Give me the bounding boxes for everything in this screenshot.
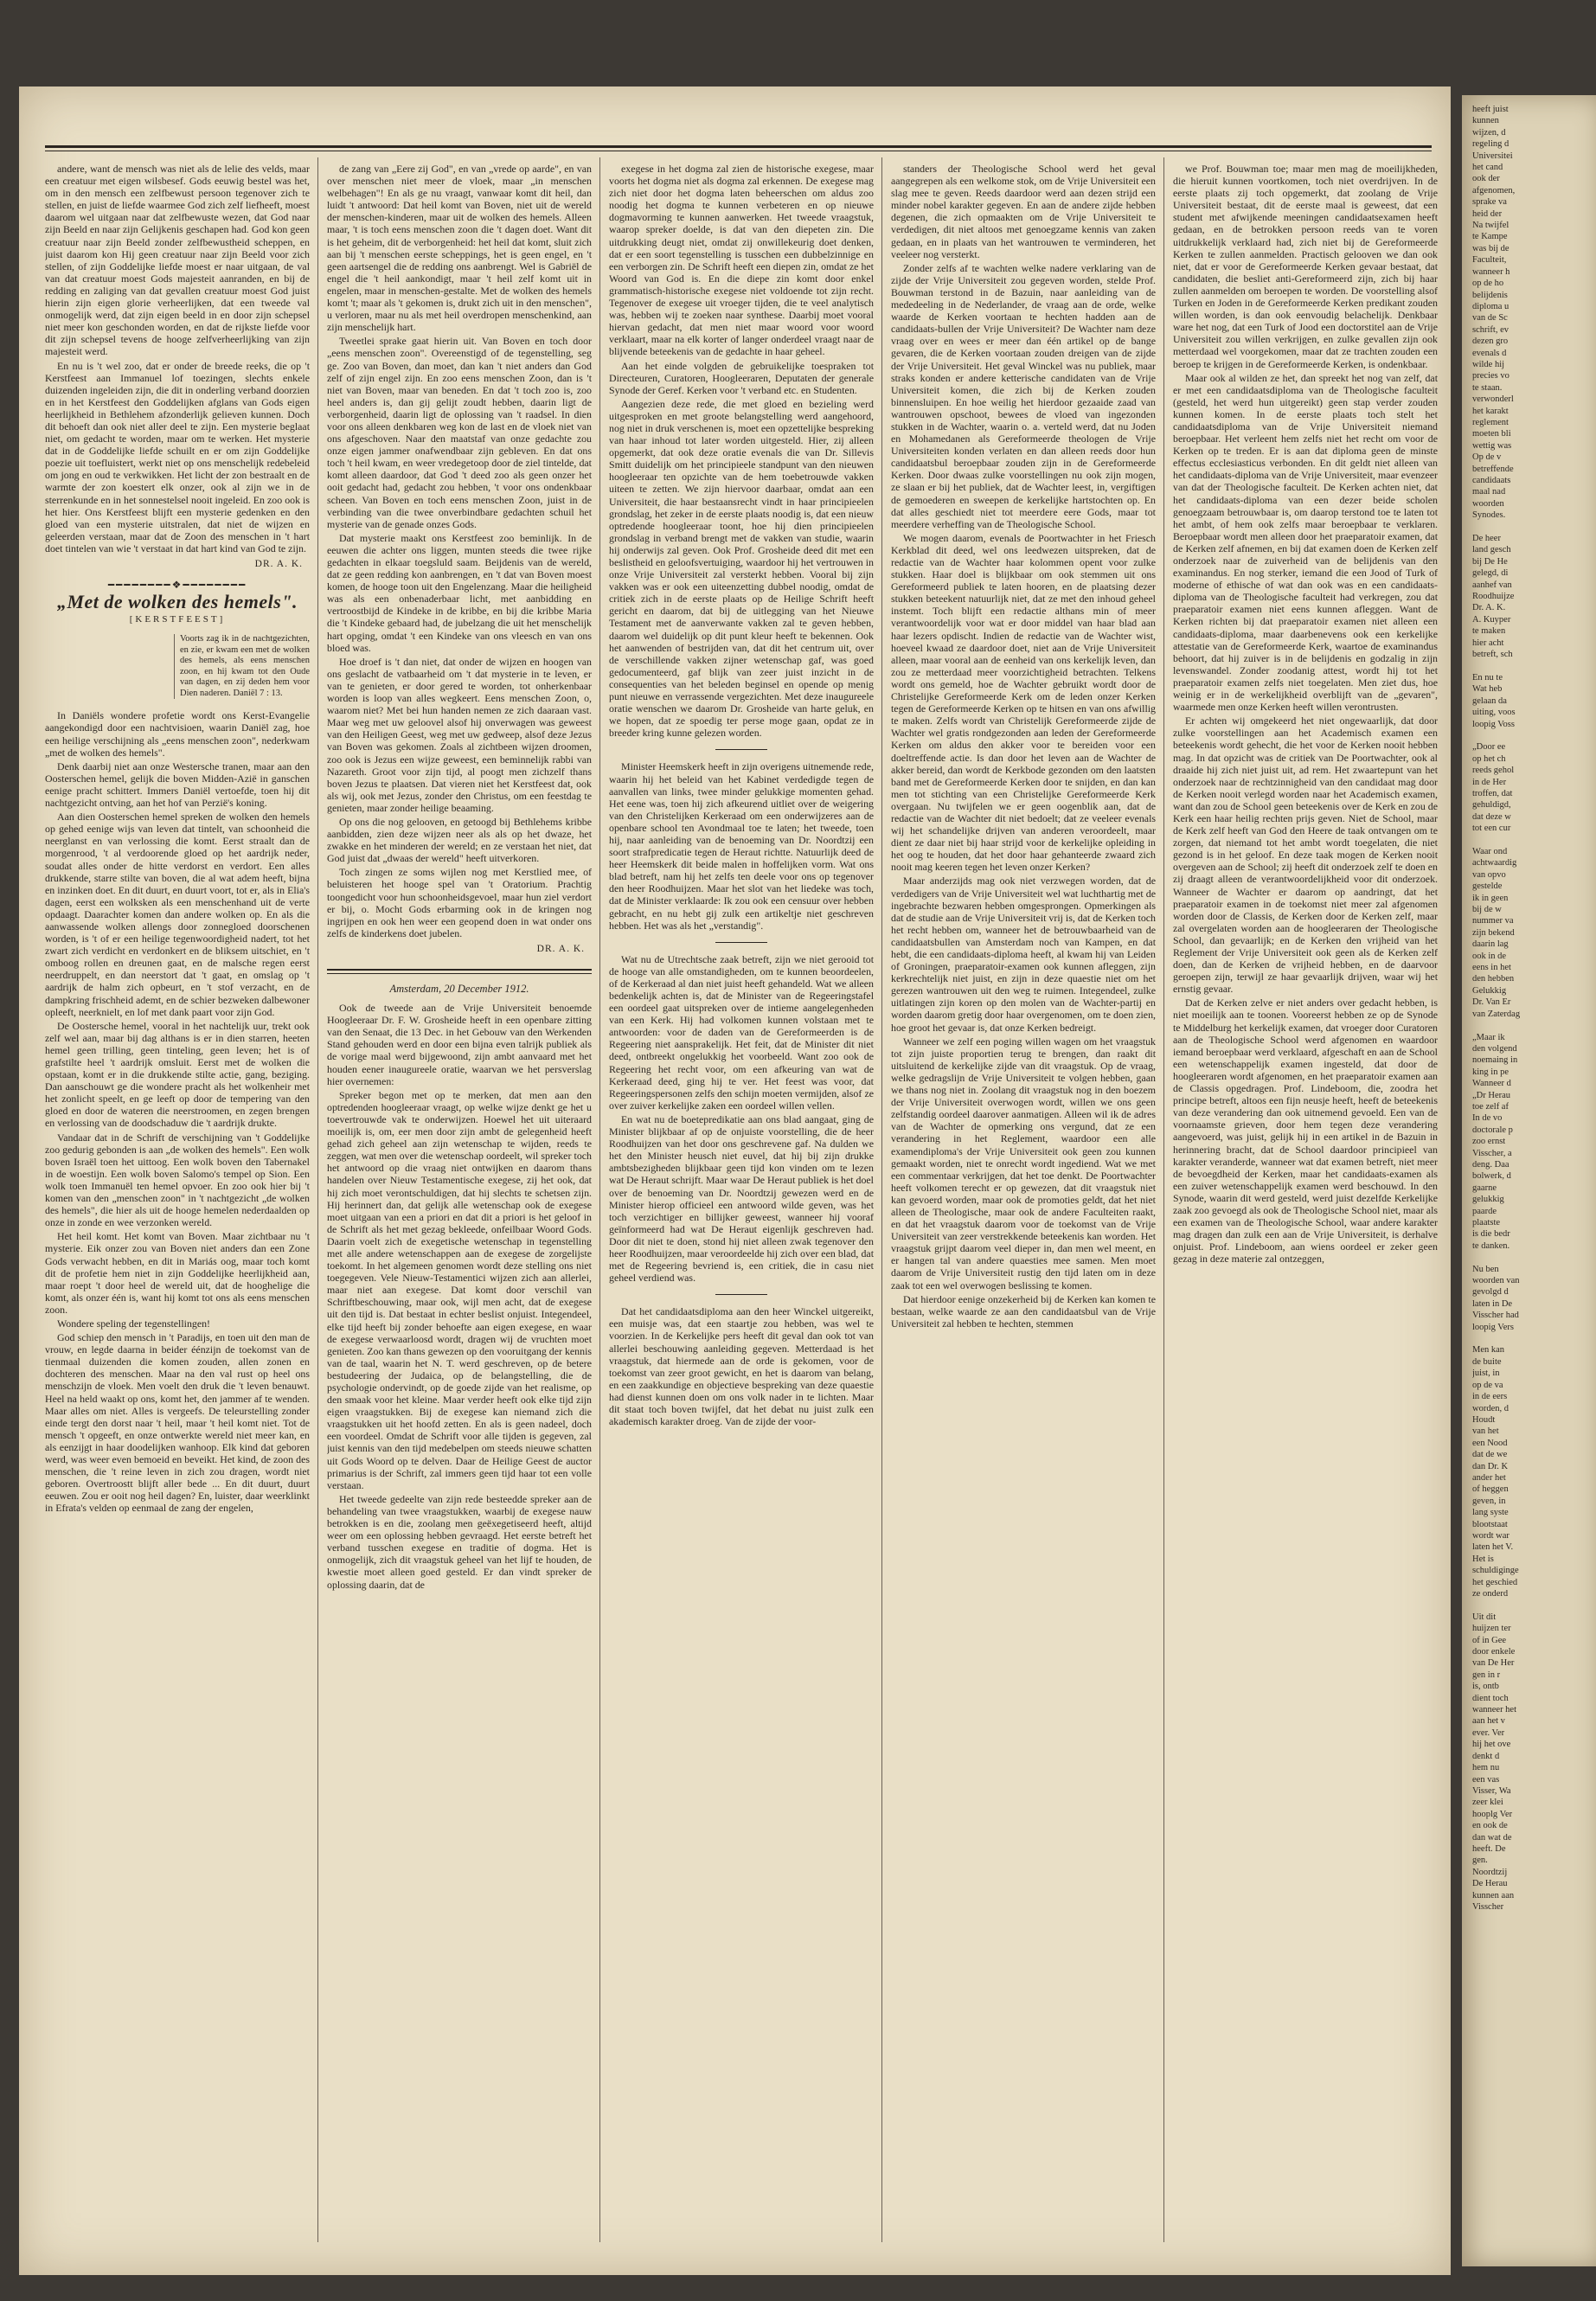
edge-text-line: wijzen, d xyxy=(1472,127,1506,138)
edge-text-line: de buite xyxy=(1472,1356,1502,1367)
edge-text-line: Uit dit xyxy=(1472,1612,1497,1622)
edge-text-line: woorden xyxy=(1472,498,1504,509)
paragraph-separator xyxy=(715,749,767,750)
edge-text-line: zijn bekend xyxy=(1472,927,1515,938)
paragraph: Op ons die nog gelooven, en getoogd bij Bethlehems kribbe aanbidden, zien deze wijzen neer als als op het dwaze, het zwakke en het minderen der wereld; en ze verstaan het niet, dat God juist dat „dwaas der wereld" heeft uitverkoren. xyxy=(327,815,592,865)
edge-text-line: een vas xyxy=(1472,1774,1500,1785)
column-divider xyxy=(317,157,318,2242)
edge-text-line: Gelukkig xyxy=(1472,985,1507,996)
paragraph: Dat hierdoor eenige onzekerheid bij de Kerken kan komen te bestaan, welke waarde ze aan den candidaatsbul van de Vrije Universiteit zal hebben te hechten, stemmen xyxy=(891,1292,1156,1330)
column-3 xyxy=(609,163,874,2239)
edge-text-line: reeds gehol xyxy=(1472,766,1515,776)
edge-text-line xyxy=(1472,1333,1589,1344)
edge-text-line: het karakt xyxy=(1472,406,1509,416)
edge-text-line: paarde xyxy=(1472,1206,1497,1216)
paragraph: Zonder zelfs af te wachten welke nadere verklaring van de zijde der Vrije Universiteit zou gegeven worden, stelde Prof. Bouwman terstond in de Bazuin, naar aanleiding van de mededeeling in de Nederlander, de vraag aan de orde, welke waarde de Kerken voortaan te hechten hadden aan de candidaats-bullen der Vrije Universiteit? De Wachter nam deze vraag over en wees er meer dan één artikel op de bange gevaren, die de Kerken voortaan zouden dreigen van de zijde der Vrije Universiteit. Het geval Winckel was nu publiek, maar straks konden er andere ketterische candidaten van de Vrije Universiteit komen, die zich bij de Kerken zouden binnensluipen. En hoe weilig het hierdoor gezaaide zaad van wantrouwen opschoot, bewees de vloed van ingezonden stukken in de Wachter, waarin o. a. verteld werd, dat nu Joden en Mohamedanen als Gereformeerde theologen de Vrije Universiteiten konden verlaten en dan alleen reeds door hun candidaatsbul beroepbaar zouden zijn in de Gereformeerde Kerken. Door dwaas zulke voorstellingen nu ook zijn mogen, ze slaan er bij het publiek, dat de Wachter leest, in, vergiftigen de gemoederen en sweepen de kerkelijke hartstochten op. En dat alles geschiedt niet tot meerdere eere Gods, maar tot meerdere verheffing van de Theologische School. xyxy=(891,261,1156,530)
paragraph: We mogen daarom, evenals de Poortwachter in het Friesch Kerkblad dit deed, wel ons leedwezen uitspreken, dat de redactie van de Wachter haar kolommen opent voor zulke stukken. Haar doel is blijkbaar om ook stemmen uit ons Gereformeerd publiek te laten hooren, en de plaatsing dezer stukken beteekent natuurlijk niet, dat ze met den inhoud geheel instemt. Toch blijft een redactie althans min of meer verantwoordelijk voor wat er door middel van haar blad aan haar lezers opdischt. Indien de redactie van de Wachter wist, hoeveel kwaad ze daardoor doet, niet aan de Vrije Universiteit alleen, maar vooral aan de eenheid van ons kerkelijk leven, dan zou ze metterdaad meer voorzichtigheid betrachten. Telkens wordt ons gemeld, hoe de Wachter gebruikt wordt door de Christelijke Gereformeerde Kerk om de leden onzer Kerken tegen de Gereformeerde Kerken op te hitsen en van ons afwillig te maken. Zelfs wordt van Christelijk Gereformeerde zijde de Wachter wel gratis rondgezonden aan leden der Gereformeerde Kerken om aldus den akker voor te bereiden voor een doeltreffende actie. Is dan door het leven aan de Wachter de akker bereid, dan wordt de Kerkbode gezonden om den laatsten band met de Gereformeerde Kerken door te snijden, en dan kan men tot stichting van een Christelijke Gereformeerde Kerk overgaan. Nu twijfelen we er geen oogenblik aan, dat de redactie van de Wachter dit niet bedoelt; dat ze veeleer evenals wij het schandelijke drijven van anderen veroordeelt, maar dient ze daar niet bij haar strijd voor de kerkelijke opleiding in het oog te houden, dat het door haar gehanteerde zwaard zich nooit mag keeren tegen het leven onzer Kerken? xyxy=(891,531,1156,874)
edge-text-line: denkt d xyxy=(1472,1751,1500,1761)
edge-text-line: aan het v xyxy=(1472,1716,1505,1727)
header-rule xyxy=(45,145,1432,148)
edge-text-line: in de eers xyxy=(1472,1392,1508,1402)
edge-text-line xyxy=(1472,661,1589,672)
paragraph: En wat nu de boetepredikatie aan ons blad aangaat, ging de Minister blijkbaar af op de onjuiste voorstelling, die de heer Roodhuijzen van het door ons geschrevene gaf. Na dulden we het den Minister heusch niet euvel, dat hij bij zijn drukke ambtsbezigheden blijkbaar geen tijd kon vinden om te lezen wat De Heraut schrijft. Maar waar De Heraut publiek is het doel over de benoeming van Dr. Noordtzij gewezen werd en de Minister hierop officieel een antwoord wilde geven, was het toch verzichtiger en billijker geweest, wanneer hij vooraf geïnformeerd had wat De Heraut eigenlijk geschreven had. Door dit niet te doen, stond hij niet alleen zwak tegenover den heer Roodhuijzen, maar veroordeelde hij zich over een blad, dat met de Regeering bevriend is, een critiek, die in casu niet geheel verdiend was. xyxy=(609,1112,874,1285)
edge-text-line: van De Her xyxy=(1472,1658,1515,1669)
edge-text-line: gen in r xyxy=(1472,1670,1501,1680)
edge-text-line: diploma u xyxy=(1472,301,1509,311)
edge-text-line: kunnen xyxy=(1472,116,1499,126)
paragraph: Toch zingen ze soms wijlen nog met Kerstlied mee, of beluisteren het hooge spel van 't Oratorium. Prachtig toongedicht voor hun schoonheidsgevoel, maar hun ziel verdort er bij, o. Mocht Gods erbarming ook in de kringen nog ingrijpen en ook hen weer een geopend doen in wat onder ons zelfs de kinderkens doet jubelen. xyxy=(327,866,592,939)
edge-text-line: worden, d xyxy=(1472,1403,1509,1413)
paragraph: Aan dien Oosterschen hemel spreken de wolken den hemels op gehed eenige wijs van leven dat tintelt, van schoonheid die neerglanst en van verlossing die komt. Eerst straalt dan de morgenrood, 't al verdoorende gloed op het aardrijk neder, soudat alles onder de hitte verdorst en verdort. Een alles drukkende, starre stilte van boven, die al wat adem heeft, bijna en inzinken doet. En dit duurt, en duurt voort, tot er, als in Elia's dagen, eerst een wolksken als een menschenhand uit de verte opdaagt. Daarachter komen dan andere wolken op. En als die aanwassende wolken allengs door zonnegloed doorschenen worden, is 't of er een heilige tegenwoordigheid nadert, tot het zwart zich verdicht en verdonkert en de bliksem uitschiet, en 't omboog rollen en dreunen gaat, en de malsche regen eerst neerdruppelt, en dan neerstort dat 't gaat, en omslag op 't aardrijk de halm zich opbeurt, en 't stof verzacht, en de dampkring frischheid ademt, en de schier bezweken dalbewoner opleeft, neerknielt, en lof met dank paart voor zijn God. xyxy=(45,811,310,1018)
edge-text-line: A. Kuyper xyxy=(1472,614,1511,625)
edge-text-line: eens in het xyxy=(1472,963,1511,973)
edge-text-line: wanneer het xyxy=(1472,1705,1517,1715)
edge-text-line: Wat heb xyxy=(1472,684,1503,695)
edge-text-line: land gesch xyxy=(1472,545,1511,555)
edge-text-line: den hebben xyxy=(1472,974,1515,984)
paragraph: Dat het candidaatsdiploma aan den heer Winckel uitgereikt, een muisje was, dat een staartje zou hebben, was wel te voorzien. In de Kerkelijke pers heeft dit geval dan ook tot van allerlei beschouwing aanleiding gegeven. Metterdaad is het vraagstuk, dat hiermede aan de orde is gekomen, voor de toekomst van zeer groot gewicht, en het is daarom van belang, en een zaakkundige en objectieve bespreking van deze quaestie had dienst kunnen doen om ons volk nader in te lichten. Maar dit staat toch boven twijfel, dat het debat nu juist zulk een akademisch karakter droeg. Van de zijde der voor- xyxy=(609,1305,874,1428)
column-5-body xyxy=(1173,163,1438,1265)
column-2 xyxy=(327,163,592,2239)
paragraph: God schiep den mensch in 't Paradijs, en toen uit den man de vrouw, en legde daarna in beider éénzijn de toekomst van de tienmaal duizenden die komen zouden, allen zonen en dochteren des menschen. Maar na den val rust op heel ons menschzijn de vloek. Men voelt den druk die 't leven benauwt. Heel na held waakt op ons, komt het, den jammer af te wenden. Maar alles om niet. Alles is vergeefs. De teleurstelling zonder einde tergt den dorst naar 't heil, maar 't heil komt niet. Tot de mensch 't opgeeft, en onze ontwerkte wereld niet meer kan, en als eenzijgt in haar doodelijken wanhoop. Elk kind dat geboren werd, was weer even bemoeid en beveikt. Het kind, de zoon des menschen, die 't reine leven in zich zou dragen, wordt niet geboren. Overtroostt blijft aller bede ... En dit duurt, duurt eeuwen. Zou er ooit nog heil dagen? En, luister, daar weerklinkt in Efrata's velden op eenmaal de zang der engelen, xyxy=(45,1331,310,1515)
edge-text-line: ook in de xyxy=(1472,951,1507,961)
edge-text-line: „Door ee xyxy=(1472,742,1506,753)
edge-text-line: nummer va xyxy=(1472,916,1514,926)
column-divider xyxy=(599,157,600,2242)
edge-text-line: gaarne xyxy=(1472,1183,1497,1193)
paragraph: Aan het einde volgden de gebruikelijke toespraken tot Directeuren, Curatoren, Hoogleeraren, Deputaten der generale Synode der Geref. Kerken voor 't verband etc. en Studenten. xyxy=(609,359,874,396)
edge-text-line: zeer klei xyxy=(1472,1798,1503,1808)
edge-text-line: Houdt xyxy=(1472,1414,1496,1425)
edge-text-line: Wanneer d xyxy=(1472,1079,1511,1089)
edge-text-line: loopig Voss xyxy=(1472,719,1515,729)
edge-text-line: het cand xyxy=(1472,163,1503,173)
edge-text-line: zoo ernst xyxy=(1472,1137,1506,1147)
edge-text-line: van opvo xyxy=(1472,869,1506,880)
edge-text-line: Dr. A. K. xyxy=(1472,603,1506,613)
edge-text-line: gen. xyxy=(1472,1856,1488,1866)
edge-text-line: Men kan xyxy=(1472,1345,1505,1356)
paragraph-separator xyxy=(715,1294,767,1295)
edge-text-line: heeft juist xyxy=(1472,105,1509,114)
edge-text-line: te danken. xyxy=(1472,1240,1510,1251)
edge-text-line: wordt war xyxy=(1472,1530,1509,1541)
edge-text-line: Universitei xyxy=(1472,151,1513,161)
edge-text-line: ze onderd xyxy=(1472,1589,1509,1599)
column-2-body xyxy=(327,163,592,939)
edge-text-line: bolwerk, d xyxy=(1472,1171,1511,1182)
edge-text-line: gehuldigd, xyxy=(1472,800,1511,811)
edge-text-line: betreft, sch xyxy=(1472,650,1513,660)
edge-text-line: verwonderl xyxy=(1472,394,1514,405)
edge-text-line: een Nood xyxy=(1472,1438,1508,1448)
edge-text-line: ik in geen xyxy=(1472,893,1509,903)
paragraph: Denk daarbij niet aan onze Westersche tranen, maar aan den Oosterschen hemel, gelijk die boven Midden-Azië in ganschen eenige pracht schittert. Immers Daniël vertoefde, toen hij dit nachtgezicht ontving, aan het hof van Perzië's koning. xyxy=(45,760,310,810)
paragraph: Aangezien deze rede, die met gloed en bezieling werd uitgesproken en met groote belangstelling werd aangehoord, nog niet in druk verschenen is, moet een opzettelijke bespreking van haar inhoud tot later worden uitgesteld. Hier, zij alleen opgemerkt, dat ook deze oratie evenals die van Dr. Sillevis Smitt duidelijk om het principieele standpunt van den nieuwen hoogleeraar ten opzichte van de hem toebetrouwde vakken uiteen te zetten. We zijn hiervoor daarbaar, omdat aan een Universiteit, die haar bestaansrecht vindt in haar principieelen grondslag, het zeker in de eerste plaats noodig is, dat een nieuw optredende hoogleeraar toont, hoe hij dien principieelen grondslag in verband brengt met de vakken van studie, waarin hij onderwijs zal geven. Ook Prof. Grosheide deed dit met een beslistheid en geloofsvertuiging, waardoor hij het vertrouwen in onze Vrije Universiteit zal versterkt hebben. Vooral bij zijn vakken was er ook een uiteenzetting dubbel noodig, omdat de critiek zich in de eerste plaats op de Heilige Schrift heeft gericht en daarom, dat bij de uitlegging van het Nieuwe Testament met de aanverwante vakken zal te geven hebben, daarom wel duidelijk op dit punt kleur heeft te bekennen. Ook het aanwenden of bestrijden van, dat dit het centrum uit, over de verschillende vakken zijner wetenschap gaf, was goed gedocumenteerd, gaf blijk van zeer juist inzicht in de consequenties van het beleden beginsel en opende op menig punt nieuwe en verrassende vergezichten. Met deze inaugureele oratie wenschen we daarom Dr. Grosheide van harte geluk, en we hopen, dat ze spoedig ter perse moge gaan, opdat ze in breeder kring kunne gelezen worden. xyxy=(609,397,874,740)
column-1 xyxy=(45,163,310,2239)
paragraph: Wanneer we zelf een poging willen wagen om het vraagstuk tot zijn juiste proportien terug te brengen, dan raakt dit uitsluitend de kerkelijke zijde van dit vraagstuk. Op de vraag, welke gedragslijn de Vrije Universiteit te volgen hebben, gaan we thans nog niet in. Zoolang dit vraagstuk nog in den boezem der Vrije Universiteit overwogen wordt, willen we ons geen zelfstandig oordeel daarover aanmatigen. Alleen wil ik de adres van de Wachter de opmerking ons vergund, dat ze een verandering in het Reglement, waardoor een alle examendiploma's der Vrije Universiteit ook geen zou kunnen gemaakt worden, niet te onrecht wordt ingediend. Wat we met een commentaar verkrijgen, dat het toe denkt. De Poortwachter heeft volkomen terecht er op gewezen, dat dit vraagstuk niet kan gevoerd worden, maar ook de promoties geldt, dat het niet alleen de Theologische, maar ook de andere Faculteiten raakt, en dat het vraagstuk daarom voor de toekomst van de Vrije Universiteit van zeer verstrekkende beteekenis kan worden. Het vraagstuk grijpt daarom veel dieper in, dan men wel meent, en er hangen tal van andere quaesties mee samen. Men moet daarom de Vrije Universiteit rustig den tijd laten om in deze zaak tot een wel overwogen beslissing te komen. xyxy=(891,1035,1156,1292)
edge-text-line: daarin lag xyxy=(1472,939,1509,950)
edge-text-line: belijdenis xyxy=(1472,290,1508,300)
edge-text-line: schuldiginge xyxy=(1472,1566,1519,1576)
edge-text-line: Op de v xyxy=(1472,452,1502,463)
paragraph: Hoe droef is 't dan niet, dat onder de wijzen en hoogen van ons geslacht de vatbaarheid om 't dat mysterie in te leven, er van te genieten, er door gered te worden, tot onherkenbaar worden is loop van alles wegkeert. Eens menschen Zoon, o, waarom niet? Met bei hun handen nemen ze zich daaraan vast. Maar weg met uw geloovel alsof hij onverwagen was geweest van den Heiligen Geest, weg met uw gedweep, alsof deze Jezus van Boven was gekomen. Zoals al zichtbeen wijzen droomen, zoo ook is Jezus een wijze geweest, een beminnelijk rabbi van Nazareth. Groot voor zijn tijd, al poogt men zichzelf thans boven Jezus te plaatsen. Dat vieren niet het Kerstfeest dat, ook als wij, ook met Jezus, zonder den Christus, om een feestdag te genieten, maar zonder heilige beaaming. xyxy=(327,655,592,814)
edge-text-line: Roodhuijze xyxy=(1472,592,1515,602)
edge-text-line: dezen gro xyxy=(1472,336,1509,347)
edge-text-line xyxy=(1472,522,1589,533)
edge-text-line: is die bedr xyxy=(1472,1229,1510,1240)
edge-text-line: plaatste xyxy=(1472,1218,1501,1227)
edge-text-line: regeling d xyxy=(1472,139,1509,150)
edge-text-line: moeten bli xyxy=(1472,429,1511,439)
adjacent-page-text xyxy=(1472,104,1589,2232)
edge-text-line: gelegd, di xyxy=(1472,568,1509,579)
edge-text-line: woorden van xyxy=(1472,1276,1520,1286)
paragraph: Minister Heemskerk heeft in zijn overigens uitnemende rede, waarin hij het beleid van het Kabinet verdedigde tegen de aanvallen van links, twee minder gelukkige momenten gehad. Het eene was, toen hij zich afkeurend uitliet over de weigering van den Christelijken Kerkeraad om een onderwijzeres aan de openbare school ten Avondmaal toe te laten; het tweede, toen hij, naar aanleiding van de benoeming van Dr. Noordtzij een soort strafpredicatie tegen de Heraut richtte. Natuurlijk deed de heer Heemskerk dit beide malen in hoffelijken vorm. Wat ons blad betreft, nam hij het zelfs ten deele voor ons op tegenover den heer Roodhuijzen. Maar het slot van het liedeke was toch, dat de Minister verklaarde: Ik zou ook een censuur over hebben gebracht, en nu hebt gij zulk een artikeltje niet geschreven hebben. Het was als het „verstandig". xyxy=(609,760,874,932)
edge-text-line: hier acht xyxy=(1472,638,1504,648)
newspaper-page xyxy=(19,87,1451,2275)
edge-text-line: door enkele xyxy=(1472,1647,1516,1657)
paragraph: Er achten wij omgekeerd het niet ongewaarlijk, dat door zulke voorstellingen aan het Academisch examen een beteekenis wordt gehecht, die het voor de Kerken nooit hebben mag. In dat opzicht was de critiek van De Poortwachter, ook al draaide hij zich niet juist uit, ad rem. Het zwaartepunt van het onderzoek naar de rechtzinnigheid van den candidaat mag door de Kerken nooit verlegd worden naar het Academisch examen, want dan zou de School geen beteekenis over de Kerk en zou de Kerk een haar heilig rechten prijs geven. Niet de School, maar de Kerk zelf heeft van God den Heere de taak ontvangen om te zorgen, dat niemand tot het ambt wordt toegelaten, die niet gezond is in het geloof. En deze taak mogen de Kerken nooit overgeven aan de School; zij heeft dit onderzoek zelf te doen en zij draagt alleen de verantwoordelijkheid voor dit onderzoek. Wanneer de Wachter er daarom op aandringt, dat het praeparatoir examen in de toekomst niet meer zal afgenomen worden door de Classis, de Kerken door de Kerken zelf, maar zal overgelaten worden aan de hoogleeraren der Theologische School, dan gevaarlijk; en de Kerken den vrijheid van het Reglement der Vrije Universiteit ook geen als de Kerken zelf doen, dan de Kerken de vrijheid hebben, en de daarvoor geroepen zijn, terwijl ze haar gevaarlijk drijven, waar wij het ernstig gevaar. xyxy=(1173,715,1438,996)
edge-text-line: is, ontb xyxy=(1472,1682,1499,1692)
paragraph: Vandaar dat in de Schrift de verschijning van 't Goddelijke zoo gedurig gebonden is aan „de wolken des hemels". Een wolk boven Israël toen het uittoog. Een wolk boven den Tabernakel in de woestijn. Een wolk boven Salomo's tempel op Sion. Een wolk toen Immanuël ten hemel opvoer. En zoo ook hier bij 't komen van den „menschen zoon" in 't nachtgezicht „de wolken des hemels", die hier als uit de hooge hemelen nederdaalden op onze in zonde en wee verzonken wereld. xyxy=(45,1131,310,1229)
paragraph: Spreker begon met op te merken, dat men aan den optredenden hoogleeraar vraagt, op welke wijze denkt ge het u toevertrouwde vak te onderwijzen. Hoewel het uit uiteraard moeilijk is, om, eer men door zijn ambt de gelegenheid heeft gehad zich geheel aan zijn wetenschap te wijden, reeds te zeggen, wat men over die wetenschap oordeelt, wil spreker toch het antwoord op die vraag niet ontwijken en daarom thans handelen over Nieuw Testamentische exegese, zij het ook, dat hij zich moet verontschuldigen, dat hij slechts te schetsen zijn. Hij herinnert dan, dat gelijk alle wetenschap ook de exegese moet uitgaan van een a priori en dat dit a priori is het geloof in de Schrift als het met gezag bekleede, onfeilbaar Woord Gods. Daarin voelt zich de exegetische wetenschap in tegenstelling met alle andere wetenschappen aan de exegese de zorgelijste toekomt. In het algemeen genomen wordt deze stelling ons niet toegegeven. Vele Nieuw-Testamentici wijzen zich aan allerlei, maar niet aan exegese. Dat komt door verschil van Schriftbeschouwing, maar ook, wijl men acht, dat de exegese uit den tijd is. Dat bestaat in echter beslist onjuist. Integendeel, elke tijd heeft bij zonder behoefte aan eigen exegese, en waar de exegese verwaarloosd wordt, dragen wij de vruchten moet genieten. Zoo kan thans gewezen op den vooruitgang der kennis van de taal, waarin het N. T. werd geschreven, op de betere bestudeering der Judaica, op de belangstelling, die de psychologie ondervindt, op de goede zijde van het realisme, op den smaak voor het kleine. Maar verder heeft ook elke tijd zijn eigen vraagstukken. Bij de exegese kan niemand zich die vraagstukken uit het hoofd zetten. En als is geen nadeel, doch een voordeel. Omdat de Schrift voor alle tijden is gegeven, zal juist kennis van den tijd medebelpen om steeds nieuwe schatten uit Gods Woord op te delven. Daar de Heilige Geest de auctor primarius is der Schrift, zal immers geen tijd haar tot een volle verstaan. xyxy=(327,1088,592,1491)
edge-text-line: troffen, dat xyxy=(1472,788,1513,798)
edge-text-line: te staan. xyxy=(1472,382,1503,393)
paragraph: Het heil komt. Het komt van Boven. Maar zichtbaar nu 't mysterie. Eik onzer zou van Boven niet anders dan een Zone Gods verwacht hebben, en dit in Mariás oog, maar toch komt dit de profetie hem niet in zijn Goddelijke heerlijkheid aan, maar roept 't door heel de wereld uit, dat de hooghelige die komt, als onzer één is, want hij komt tot ons als eens menschen zoon. xyxy=(45,1230,310,1316)
column-1-body xyxy=(45,163,310,554)
column-4-body xyxy=(891,163,1156,1330)
edge-text-line: dat deze w xyxy=(1472,811,1511,822)
edge-text-line: Visscher xyxy=(1472,1901,1504,1912)
edge-text-line: Visscher had xyxy=(1472,1311,1519,1321)
edge-text-line: schrift, ev xyxy=(1472,324,1509,335)
section-divider xyxy=(327,969,592,974)
edge-text-line: aanhef van xyxy=(1472,580,1512,590)
paragraph: standers der Theologische School werd het geval aangegrepen als een welkome stok, om de Vrije Universiteit een slag mee te geven. Reeds daardoor werd aan dezen strijd een minder nobel karakter gegeven. En aan de andere zijde hebben degenen, die zich opmaakten om de Vrije Universiteit te verdedigen, dit niet altoos met genoegzame kennis van zaken gedaan, en in plaats van het wantrouwen te verminderen, het veeleer nog versterkt. xyxy=(891,163,1156,260)
edge-text-line: juist, in xyxy=(1472,1368,1500,1379)
edge-text-line: wettig was xyxy=(1472,440,1512,451)
paragraph: Maar anderzijds mag ook niet verzwegen worden, dat de verdedigers van de Vrije Universiteit wel wat luchthartig met de ingebrachte bezwaren hebben omgesprongen. Opmerkingen als dat de studie aan de Vrije Universiteit vrij is, dat de Kerken toch het recht hebben om, wanneer het de betrouwbaarheid van de candidaatsbullen van Amsterdam noch van Kampen, en dat hebt, die een candidaats-diploma heeft, al kwam hij van Leiden of Groningen, praeparatoir-examen ook kunnen afleggen, zijn kerkrechtelijk niet juist, en zijn in deze quaestie niet om het gerezen wantrouwen uit den weg te ruimen. Integendeel, zulke uitlatingen zijn koren op den molen van de Wachter-partij en worden daarom gretig door haar overgenomen, om te doen zien, hoe groot het gevaar is, dat onze Kerken bedreigt. xyxy=(891,875,1156,1034)
edge-text-line: was bij de xyxy=(1472,243,1509,253)
edge-text-line: op het ch xyxy=(1472,753,1506,764)
edge-text-line: lang syste xyxy=(1472,1508,1509,1518)
column-4 xyxy=(891,163,1156,2239)
edge-text-line: uiting, voos xyxy=(1472,708,1516,718)
edge-text-line: en ook de xyxy=(1472,1821,1508,1831)
edge-text-line: het geschied xyxy=(1472,1577,1518,1587)
paragraph: Ook de tweede aan de Vrije Universiteit benoemde Hoogleeraar Dr. F. W. Grosheide heeft in een openbare zitting van den Senaat, die 13 Dec. in het Gebouw van den Werkenden Stand gehouden werd en door een bijna even talrijk publiek als de vorige maal werd bijgewoond, zijn ambt aanvaard met het houden eener inaugureele oratie, waarvan we het persverslag hier overnemen: xyxy=(327,1002,592,1087)
edge-text-line xyxy=(1472,1252,1589,1263)
bible-quote: Voorts zag ik in de nachtgezichten, en zie, er kwam een met de wolken des hemels, als eens menschen zoon, en hij kwam tot den Oude van dagen, en zij deden hem voor Dien naderen. Daniël 7 : 13. xyxy=(174,634,310,699)
edge-text-line: ever. Ver xyxy=(1472,1727,1505,1738)
edge-text-line: In de vo xyxy=(1472,1113,1503,1124)
edge-text-line: geven, in xyxy=(1472,1496,1506,1506)
article-body xyxy=(327,1002,592,1591)
edge-text-line: Nu ben xyxy=(1472,1264,1499,1274)
edge-text-line: van het xyxy=(1472,1426,1499,1437)
paragraph: De Oostersche hemel, vooral in het nachtelijk uur, trekt ook zelf wel aan, maar bij dag althans is er in dien starren, heeten hemel geen trilling, geen tinteling, geen leven; het is of grafstilte heel 't aardrijk omsluit. Eerst met de wolken die opstaan, komt er in die drukkende stilte actie, gang, beziging. Dan aanschouwt ge die wondere pracht als het wolkenheir met het zonlicht speelt, en ge leeft op door de tempering van den gloed en door de wateren die neerstroomen, en zegen brengen en verlossing van de doodschaduw die 't aardrijk drukte. xyxy=(45,1019,310,1130)
edge-text-line: deng. Daa xyxy=(1472,1159,1509,1170)
paragraph: Tweetlei sprake gaat hierin uit. Van Boven en toch door „eens menschen zoon". Overeenstigd of de tegenstelling, seg ge. Zoo van Boven, dan moet, dan kan 't niet anders dan God zelf of zijn engel zijn. En zoo eens menschen Zoon, dan is 't niet van Boven, maar van beneden. En dat 't toch zoo is, zoo heel anders is, dan gij gelijt zoudt hebben, daarin ligt de verborgenheid, daarin ligt de oplossing van 't raadsel. In dien voor ons alleen denkbaren weg kon de last en de vloek niet van ons afgeschoven. Naar den maatstaf van onze gedachte zou onze eigen jammer onafwendbaar zijn gebleven. En dat ons toch 't heil kwam, en weer vredegetoop door de ziel tintelde, dat komt alleen daardoor, dat God 't deed zoo als geen onzer het ooit gedacht had, gedacht zou hebben, 't voor ons ondenkbaar scheen. Van Boven en toch eens menschen Zoon, juist in de verbinding van die twee onverbindbare gedachten schuil het mysterie van de genade onzes Gods. xyxy=(327,335,592,530)
edge-text-line: candidaats xyxy=(1472,476,1511,485)
column-3-body xyxy=(609,163,874,1427)
edge-text-line xyxy=(1472,1020,1589,1031)
edge-text-line xyxy=(1472,730,1589,741)
edge-text-line: gelukkig xyxy=(1472,1195,1504,1205)
edge-text-line: dan wat de xyxy=(1472,1832,1512,1843)
edge-text-line: hooplg Ver xyxy=(1472,1809,1513,1819)
dateline: Amsterdam, 20 December 1912. xyxy=(389,983,529,995)
edge-text-line: evenals d xyxy=(1472,348,1507,358)
edge-text-line: sprake va xyxy=(1472,197,1507,208)
edge-text-line: wanneer h xyxy=(1472,266,1510,277)
paragraph: Dat de Kerken zelve er niet anders over gedacht hebben, is niet moeilijk aan te toonen. Vooreerst hebben ze op de Synode te Middelburg het kerkelijk examen, dat vroeger door Curatoren aan de Theologische School werd afgenomen en waardoor iemand beroepbaar werd verklaard, afgeschaft en aan de School een wetenschappelijk examen ingesteld, dat door de hoogleeraren wordt afgenomen, en het praeparatoir examen aan de Classis opgedragen. Prof. Lindeboom, die, zoodra het principe betreft, altoos een fijn neusje heeft, heeft de beteekenis van deze verandering dan ook uitnemend gevoeld. Een van de voornaamste grieven, door hem tegen deze verandering aangevoerd, was juist, gelijk hij in een artikel in de Bazuin in herinnering bracht, dat de School daardoor principieel van karakter veranderde, wanneer wat dat examen betreft, niet meer de bevoegdheid der Kerken, maar het candidaats-examen als een zuiver wetenschappelijk examen werd beschouwd. In den Synode, waarin dit werd gesteld, werd juist dezelfde Kerkelijke zaak zoo gevoegd als ook de Theologische School niet, maar als een examen van de Theologische School, waar andere karakter mag dragen dan zulk een aan de Vrije Universiteit, is derhalve onjuist. Prof. Lindeboom, aan wiens oordeel er zeker geen gezag in deze materie zal ontzeggen, xyxy=(1173,997,1438,1266)
edge-text-line: op de ho xyxy=(1472,279,1504,289)
edge-text-line: Visscher, a xyxy=(1472,1148,1512,1158)
edge-text-line: dan Dr. K xyxy=(1472,1461,1509,1471)
paragraph: Dat mysterie maakt ons Kerstfeest zoo beminlijk. In de eeuwen die achter ons liggen, munten steeds die twee rijke gedachten in elkaar toegsluld saam. Beijdenis van de wereld, dat ze geen redding kon aanbrengen, en 't dat van Boven moest komen, de hooge toon uit den Engelenzang. Maar die heiligheid was als een onbenaderbaar licht, met aanbidding en vertroostbijd de Kindeke in de kribbe, en bij die kribbe Maria die 't Kindeke gebaard had, de jubelzang die uit het menschelijk hart opging, omdat 't een Kindeke van ons vleesch en van ons bloed was. xyxy=(327,531,592,654)
signature: DR. A. K. xyxy=(536,943,585,954)
edge-text-line: Noordtzij xyxy=(1472,1867,1508,1877)
edge-text-line: Waar ond xyxy=(1472,847,1508,856)
edge-text-line: king in pe xyxy=(1472,1067,1509,1077)
edge-text-line: Het is xyxy=(1472,1554,1494,1564)
paragraph: exegese in het dogma zal zien de historische exegese, maar voorts het dogma niet als dogma zal erkennen. De exegese mag zich niet door het dogma laten beheerschen om aldus zoo noodig het dogma te kunnen verbeteren en op nieuwe dogmavorming te kunnen aanwerken. Het tweede vraagstuk, waarop spreker doelde, is dat van den diepeten zin. Die uitdrukking deugt niet, omdat zij onwillekeurig doet denken, dat er een soort tegenstelling is tusschen een dubbelzinnige en een verborgen zin. De Schrift heeft een diepen zin, omdat ze het Woord van God is. En die diepe zin komt door enkel grammatisch-historische exegese niet voldoende tot zijn recht. Tegenover de exegese uit vroeger tijden, die te veel analytisch was, hebben wij te zoeken naar synthese. Daarbij moet vooral hiervan gedacht, dat men niet maar woord voor woord verklaart, maar na elk korter of langer onderdeel vraagt naar de blijvende beteekenis van de gedachte in haar geheel. xyxy=(609,163,874,358)
edge-text-line: Dr. Van Er xyxy=(1472,997,1511,1008)
edge-text-line: Synodes. xyxy=(1472,510,1506,521)
column-divider xyxy=(881,157,882,2242)
edge-text-line: heeft. De xyxy=(1472,1843,1506,1854)
edge-text-line: gevolgd d xyxy=(1472,1287,1509,1298)
edge-text-line: ander het xyxy=(1472,1472,1506,1483)
edge-text-line: den volgend xyxy=(1472,1043,1517,1054)
article-heading: „Met de wolken des hemels". xyxy=(56,591,298,613)
edge-text-line: huijzen ter xyxy=(1472,1624,1511,1634)
edge-text-line: kunnen aan xyxy=(1472,1890,1515,1900)
edge-text-line: afgenomen, xyxy=(1472,185,1516,195)
paragraph: Het tweede gedeelte van zijn rede besteedde spreker aan de behandeling van twee vraagstukken, waarbij de exegese nauw betrokken is en die, zoolang men geëxegetiseerd heeft, altijd weer om een oplossing hebben gevraagd. Het eerste betreft het verband tusschen exegese en traditie of dogma. Het is onmogelijk, zich dit vraagstuk geheel van het lijf te houden, de kwestie moet alleen goed gesteld. Er dan vindt spreker de oplossing daarin, dat de xyxy=(327,1492,592,1591)
edge-text-line: En nu te xyxy=(1472,672,1503,683)
edge-text-line: De Herau xyxy=(1472,1879,1508,1889)
edge-text-line: bij De He xyxy=(1472,556,1508,567)
signature: DR. A. K. xyxy=(254,559,303,569)
edge-text-line: van Zaterdag xyxy=(1472,1009,1521,1019)
edge-text-line: hem nu xyxy=(1472,1763,1500,1773)
edge-text-line: loopig Vers xyxy=(1472,1322,1514,1332)
paragraph: andere, want de mensch was niet als de lelie des velds, maar een creatuur met eigen wilsbesef. Gods eeuwig bestel was het, om in den mensch een zelfbewust persoon tegenover zich te stellen, en juist de liefde waarmee God zich zelf liefheeft, moest daarom wel uitgaan naar dat zelfbewuste wezen, dat God naar zijn Beeld en naar zijn Gelijkenis geschapen had. God kon geen creatuur naar zijn Beeld zonder zelfbewustheid scheppen, en juist daarom kon Hij geen creatuur naar zijn Beeld voor zich stellen, of zijn Goddelijke liefde moest er naar uitgaan, de val van dat creatuur moest Gods majesteit aanranden, en bij de redding en zaliging van dat gevallen creatuur moest God juist hierin zijn eigen glorie verheerlijken, dat een tweede val onmogelijk werd, dat zijn eigen beeld in en door zijn schepsel niet meer kon geschonden worden, en dat de rijkste liefde voor dit zijn schepsel tevens de hooge zelfverheerlijking van zijn majesteit werd. xyxy=(45,163,310,358)
edge-text-line: Na twijfel xyxy=(1472,221,1509,231)
edge-text-line xyxy=(1472,835,1589,846)
edge-text-line: hij het ove xyxy=(1472,1740,1511,1750)
edge-text-line: op de va xyxy=(1472,1380,1503,1390)
edge-text-line: „Dr Herau xyxy=(1472,1090,1511,1100)
edge-text-line: of heggen xyxy=(1472,1484,1509,1495)
edge-text-line: in de Her xyxy=(1472,777,1507,787)
article-section-label: [KERSTFEEST] xyxy=(129,614,226,625)
paragraph: Wat nu de Utrechtsche zaak betreft, zijn we niet gerooid tot de hooge van alle omstandigheden, om te kunnen beoordeelen, of de Kerkeraad al dan niet juist heeft gehandeld. Wat we alleen bedenkelijk achten is, dat de Minister van de Regeeringstafel een oordeel gaat uitspreken over de intieme aangelegenheden van een Kerk. Hij had volkomen kunnen volstaan met te antwoorden: voor de daden van de Gereformeerden is de Regeering niet aansprakelijk. Het feit, dat de Minister dit niet deed, ontbreekt ongelukkig het voorbeeld. Want zoo ook de Regeering het recht voor, om een afkeuring van wat de Kerkeraad deed, ging hij te ver. Het feest was voor, dat Regeeringspersonen zelfs den schijn moeten vermijden, alsof ze over zuiver kerkelijke zaken een oordeel willen vellen. xyxy=(609,952,874,1112)
edge-text-line: noemaing in xyxy=(1472,1055,1518,1066)
edge-text-line: „Maar ik xyxy=(1472,1032,1505,1042)
edge-text-line: toe zelf af xyxy=(1472,1101,1509,1112)
edge-text-line: heid der xyxy=(1472,208,1503,219)
edge-text-line: blootstaat xyxy=(1472,1519,1508,1529)
edge-text-line: laten in De xyxy=(1472,1298,1513,1309)
edge-text-line: wilde hij xyxy=(1472,359,1505,369)
paragraph-separator xyxy=(715,942,767,943)
edge-text-line xyxy=(1472,1599,1589,1611)
edge-text-line: laten het V. xyxy=(1472,1542,1514,1553)
column-5 xyxy=(1173,163,1438,2239)
paragraph: In Daniëls wondere profetie wordt ons Kerst-Evangelie aangekondigd door een nachtvisioen, waarin Daniël zag, hoe een heilige verschijning als „eens menschen zoon", nederkwam „met de wolken des hemels". xyxy=(45,709,310,759)
paragraph: de zang van „Eere zij God", en van „vrede op aarde", en van over menschen niet meer de vloek, maar „in menschen welbehagen"! En als ge nu vraagt, vanwaar komt dit heil, dan luidt 't antwoord: Dat heil komt van Boven, niet uit de wereld der menschen-kinderen, maar uit de wolken des hemels. Alleen maar, 't is toch eens menschen zoon die 't dagen doet. Want dit is het geheim, dit de verborgenheid: het heil dat komt, sluit zich aan bij 't menschen eerste scheppings, het is geen engel, en 't geen aartsengel die de redding ons aanbrengt. Wel is Gabriël de engel die 't heil aankondigt, maar 't heil zelf komt uit in engelen, maar in menschen-gestalte. Met de wolken des hemels komt 't; maar als 't gekomen is, drukt zich uit in den menschen", u verloren, maar nu als met heil overdropen menschenkind, aan zijn menschelijk hart. xyxy=(327,163,592,334)
edge-text-line: precies vo xyxy=(1472,371,1509,381)
edge-text-line: gelaan da xyxy=(1472,695,1507,706)
edge-text-line: dient toch xyxy=(1472,1693,1509,1703)
edge-text-line: of in Gee xyxy=(1472,1635,1507,1645)
edge-text-line: te maken xyxy=(1472,626,1506,637)
edge-text-line: te Kampe xyxy=(1472,232,1508,242)
edge-text-line: achtwaardig xyxy=(1472,858,1517,868)
edge-text-line: dat de we xyxy=(1472,1450,1508,1460)
edge-text-line: van de Sc xyxy=(1472,313,1508,324)
edge-text-line: Faculteit, xyxy=(1472,255,1507,266)
article-body xyxy=(45,709,310,1514)
edge-text-line: maal nad xyxy=(1472,487,1506,497)
edge-text-line: De heer xyxy=(1472,534,1501,544)
edge-text-line: Visser, Wa xyxy=(1472,1785,1511,1796)
edge-text-line: ook der xyxy=(1472,174,1500,184)
paragraph: En nu is 't wel zoo, dat er onder de breede reeks, die op 't Kerstfeest aan Immanuel lof toezingen, slechts enkele duizenden ingeleiden zijn, die dit in onderling verband doorzien en in het Kerstfeest den Goddelijken afglans van Gods eigen heerlijkheid in Bethlehem afzonderlijk gelieven kunnen. Doch dit behoeft dan ook niet aller deel te zijn. Een mysterie beglaat niet, om gedacht te worden, maar om te werken. Het mysterie dat in de Goddelijke liefde schuilt en er om zijn Goddelijke poezie uit toefluistert, werkt niet op ons menschelijk redebeleid om jong en oud te verkwikken. Het licht der zon bestraalt en de warmte der zon koestert elk onzer, ook al zijn we in de sterrenkunde en in het sonnestelsel nooit ingeleid. En zoo ook is het hier. Ons Kerstfeest blijft een mysterie gedenken en den gloed van een mysterie uitstralen, dat niet de wijzen en geleerden verstaan, maar dat de Zoon des menschen in 't hart doet tintelen van wie 't verstaat in dat hart kind van God te zijn. xyxy=(45,359,310,554)
edge-text-line: doctorale p xyxy=(1472,1125,1513,1135)
paragraph: we Prof. Bouwman toe; maar men mag de moeilijkheden, die hieruit kunnen voortkomen, toch niet overdrijven. In de eerste plaats zij toch opgemerkt, dat zoolang de Vrije Universiteit bestaat, dit de eerste maal is geweest, dat een student met afwijkende meeningen candidaatsexamen heeft gedaan, en de betrokken persoon reeds van te voren uitdrukkelijk verklaard had, zich niet bij de Gereformeerde Kerken te zullen aanmelden. Practisch gelooven we dan ook niet, dat er voor de Gereformeerde Kerken gevaar bestaat, dat candidaten, die besliet anti-Gereformeerd zijn, zich bij haar zullen aanmelden om beroepen te worden. De voorstelling alsof Turken en Joden in de Gereformeerde Kerken predikant zouden willen worden, is dan ook eenvoudig belachelijk. Denkbaar ware het nog, dat een Turk of Jood een doctorstitel aan de Vrije Universiteit zou willen verkrijgen, en zulke gevallen zijn ook metterdaad wel voorgekomen, maar dat ze trachten zouden een beroep te krijgen in de Gereformeerde Kerken, is ondenkbaar. xyxy=(1173,163,1438,370)
edge-text-line: tot een cur xyxy=(1472,824,1511,834)
edge-text-line: reglement xyxy=(1472,417,1509,427)
edge-text-line: gestelde xyxy=(1472,881,1503,892)
edge-text-line: bij de w xyxy=(1472,905,1502,915)
ornament-divider: ━━━━━━━━❖━━━━━━━━ xyxy=(107,579,247,592)
paragraph: Wondere speling der tegenstellingen! xyxy=(57,1317,211,1330)
column-divider xyxy=(1163,157,1164,2242)
paragraph: Maar ook al wilden ze het, dan spreekt het nog van zelf, dat er met een candidaatsdiploma van de Theologische faculteit (gesteld, het werd hun uitgereikt) geen stap verder zouden kunnen komen. In de eerste plaats toch stelt het candidaatsdiploma van de Vrije Universiteit niemand beroepbaar. Het verleent hem zelfs niet het recht om voor de Kerken op te treden. Er is aan dat diploma geen de minste effectus ecclesiasticus verbonden. En dit geldt niet alleen van het candidaats-diploma van de Vrije Universiteit, maar evenzeer van dat der Theologische faculteit. De Kerken achten niet, dat het candidaats-diploma van een dezer beide scholen genoegzaam betrouwbaar is, om daarop terstond toe te laten tot het ambt, of hem ook zelfs maar beroepbaar te verklaren. Beroepbaar wordt men alleen door het praeparatoir examen, dat de Kerken zelf afnemen, en bij dat examen doen de Kerken zelf onderzoek naar de zuiverheid van de belijdenis van den examinandus. En nog sterker, iemand die een Jood of Turk of moderne of ethische of wat dan ook was en een candidaats-diploma van de Theologische faculteit had verkregen, zou dat praeparatoir examen niet eens kunnen afleggen. Want de Kerken richten bij dat praeparatoir examen niet alleen een candidaats-diploma, maar daarbenevens ook een kerkelijke attestatie van de Gereformeerde Kerk, waartoe de examinandus behoort, dat hij zuiver is in de belijdenis en godzalig in zijn levenswandel. Zonder zoodanig attest, wordt hij tot het praeparatoir examen zelfs niet toegelaten. Men ziet dus, hoe weinig er in de werkelijkheid overblijft van de „gevaren", waarmede men onze Kerken heeft willen verontrusten. xyxy=(1173,371,1438,714)
edge-text-line: betreffende xyxy=(1472,464,1514,474)
